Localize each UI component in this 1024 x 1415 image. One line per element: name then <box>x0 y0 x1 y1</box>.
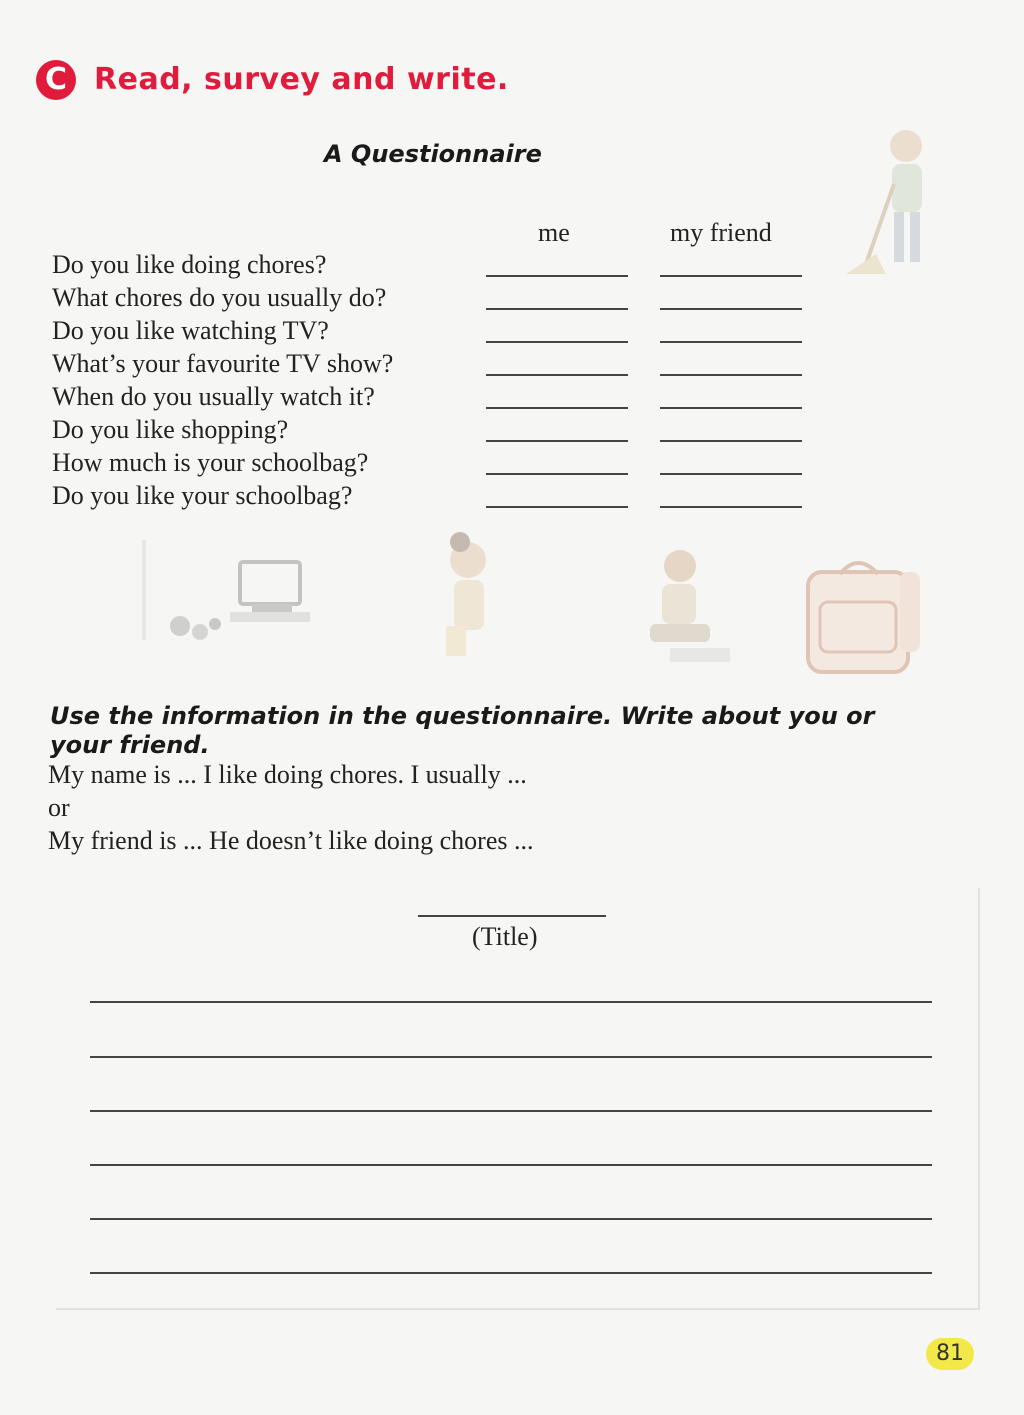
writing-line[interactable] <box>90 1001 932 1003</box>
question-row <box>52 248 832 281</box>
answer-blank-friend[interactable] <box>660 374 802 376</box>
model-sentence: My friend is ... He doesn’t like doing chores ... <box>48 826 534 855</box>
answer-blank-me[interactable] <box>486 473 628 475</box>
answer-blank-me[interactable] <box>486 341 628 343</box>
question-row <box>52 446 832 479</box>
question-text: Do you like shopping? <box>52 415 289 444</box>
answer-blank-friend[interactable] <box>660 275 802 277</box>
title-blank[interactable] <box>418 915 606 917</box>
question-text: Do you like doing chores? <box>52 250 327 279</box>
boy-doing-chores-illustration <box>610 544 730 674</box>
tv-room-illustration <box>140 540 320 670</box>
question-text: When do you usually watch it? <box>52 382 375 411</box>
girl-shopping-illustration <box>420 530 530 670</box>
answer-blank-me[interactable] <box>486 506 628 508</box>
writing-line[interactable] <box>90 1110 932 1112</box>
model-sentence: My name is ... I like doing chores. I usually ... <box>48 760 527 789</box>
answer-blank-me[interactable] <box>486 374 628 376</box>
answer-blank-friend[interactable] <box>660 341 802 343</box>
question-row <box>52 281 832 314</box>
question-row <box>52 314 832 347</box>
answer-blank-me[interactable] <box>486 308 628 310</box>
section-letter: C <box>44 62 68 97</box>
answer-blank-me[interactable] <box>486 407 628 409</box>
page-number-badge: 81 <box>926 1338 974 1370</box>
question-row <box>52 380 832 413</box>
writing-line[interactable] <box>90 1272 932 1274</box>
writing-line[interactable] <box>90 1218 932 1220</box>
writing-line[interactable] <box>90 1164 932 1166</box>
writing-line[interactable] <box>90 1056 932 1058</box>
title-label: (Title) <box>472 922 538 951</box>
answer-blank-friend[interactable] <box>660 473 802 475</box>
question-text: What chores do you usually do? <box>52 283 387 312</box>
question-row <box>52 413 832 446</box>
model-or: or <box>48 793 70 822</box>
column-header-me: me <box>538 218 570 247</box>
section-letter-badge <box>36 60 76 100</box>
writing-instruction: Use the information in the questionnaire. Write about you or your friend. <box>50 702 875 759</box>
answer-blank-me[interactable] <box>486 275 628 277</box>
question-text: What’s your favourite TV show? <box>52 349 394 378</box>
schoolbag-illustration <box>800 552 930 677</box>
answer-blank-me[interactable] <box>486 440 628 442</box>
questionnaire-title: A Questionnaire <box>324 140 542 168</box>
question-text: Do you like your schoolbag? <box>52 481 353 510</box>
column-header-my-friend: my friend <box>670 218 772 247</box>
answer-blank-friend[interactable] <box>660 407 802 409</box>
answer-blank-friend[interactable] <box>660 506 802 508</box>
boy-sweeping-illustration <box>836 124 956 284</box>
question-row <box>52 479 832 512</box>
answer-blank-friend[interactable] <box>660 308 802 310</box>
question-text: Do you like watching TV? <box>52 316 329 345</box>
question-text: How much is your schoolbag? <box>52 448 369 477</box>
answer-blank-friend[interactable] <box>660 440 802 442</box>
question-row <box>52 347 832 380</box>
section-title: Read, survey and write. <box>94 62 509 97</box>
